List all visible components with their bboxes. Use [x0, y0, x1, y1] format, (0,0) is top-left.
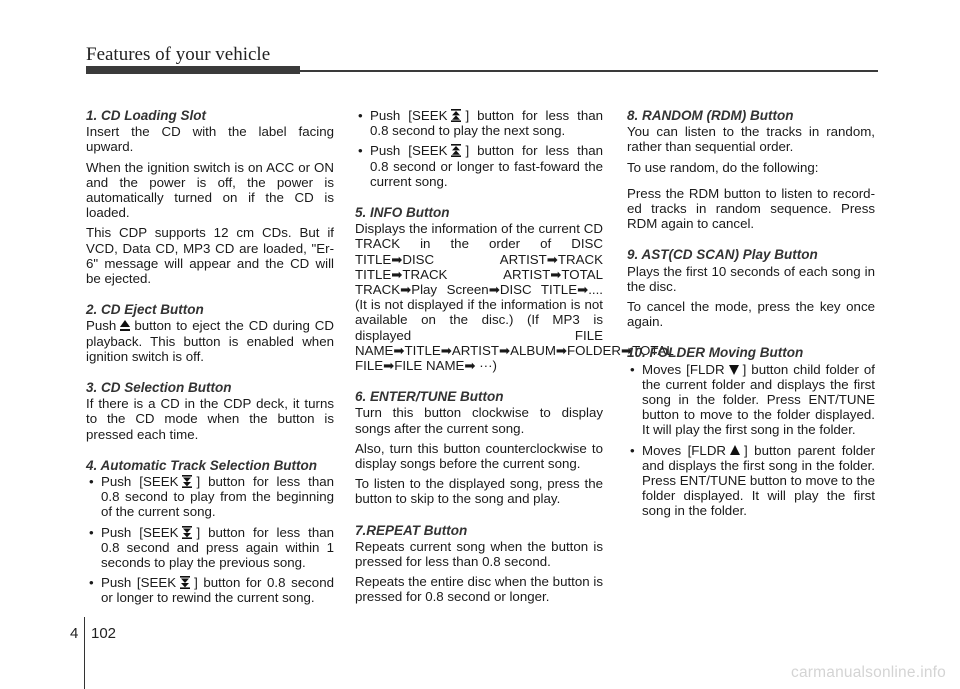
section-cd-loading-slot: [86, 108, 334, 286]
paragraph: Insert the CD with the label facing upward.: [86, 124, 334, 155]
section-title: 2. CD Eject Button: [86, 302, 204, 318]
paragraph: To use random, do the following:: [627, 159, 819, 175]
section-title: 8. RANDOM (RDM) Button: [627, 108, 794, 123]
seek-down-icon: [179, 576, 191, 589]
folder-up-icon: [729, 444, 741, 457]
list-item: [86, 575, 334, 605]
section-random-button: [627, 108, 875, 231]
text-span: ] button for 0.8 second or longer to rewind the current song.: [101, 575, 334, 606]
text-span: button to eject the CD during CD playback. This button is enabled when ignition switch is off.: [86, 318, 334, 364]
seek-up-icon: [450, 109, 462, 122]
text-span: ] button for less than 0.8 second or longer to fast-foward the current song.: [370, 143, 604, 189]
folder-down-icon: [728, 363, 740, 376]
seek-up-icon: [450, 144, 462, 157]
paragraph: This CDP supports 12 cm CDs. But if VCD, Data CD, MP3 CD are loaded, "Er-6" message will appear and the CD will be ejected.: [86, 225, 334, 287]
list-item: [627, 443, 875, 519]
paragraph: To listen to the displayed song, press the button to skip to the song and play.: [355, 476, 603, 507]
paragraph: Turn this button clockwise to display songs after the current song.: [355, 405, 603, 436]
text-span: Push [SEEK: [101, 575, 177, 591]
paragraph: When the ignition switch is on ACC or ON and the power is off, the power is automatically turned on if the CD is loaded.: [86, 159, 334, 221]
section-cd-eject-button: [86, 302, 334, 364]
text-span: Push [SEEK: [370, 143, 448, 159]
text-span: Push [SEEK: [101, 524, 179, 540]
section-title: 9. AST(CD SCAN) Play Button: [627, 247, 818, 263]
column-left: [86, 108, 334, 622]
text-span: Moves [FLDR: [642, 361, 725, 377]
page-header-title: Features of your vehicle: [86, 44, 271, 65]
section-info-button: [355, 205, 674, 374]
text-span: ] button parent folder and displays the first song in the folder. Press ENT/TUNE button to move to the folder displayed. It will play the first song in the folder.: [642, 442, 875, 519]
seek-down-icon: [181, 526, 193, 539]
paragraph: Repeats current song when the button is pressed for less than 0.8 second.: [355, 538, 603, 570]
section-title: 5. INFO Button: [355, 205, 450, 221]
section-folder-moving-button: [627, 345, 875, 518]
text-span: ] button for less than 0.8 second to play the next song.: [370, 108, 604, 139]
section-ast-play-button: [627, 247, 875, 329]
paragraph: [86, 318, 334, 364]
text-span: ] button for less than 0.8 second to play from the beginning of the current song.: [101, 474, 335, 520]
paragraph: You can listen to the tracks in random, rather than sequential order.: [627, 124, 875, 155]
eject-icon: [119, 319, 131, 332]
list-item: [355, 108, 603, 138]
list-item: [627, 362, 875, 438]
text-span: ] button child folder of the current folder and displays the first song in the folder. Press ENT/TUNE button to move to the folder displayed. It will play the first song in the folder.: [642, 361, 875, 438]
footer-divider: [84, 617, 85, 689]
section-automatic-track-selection: [86, 458, 334, 606]
section-repeat-button: [355, 523, 603, 605]
paragraph: Displays the information of the current CD TRACK in the order of DISC TITLE➡DISC ARTIST➡TRACK TITLE➡TRACK ARTIST➡TOTAL TRACK➡Play Screen➡DISC TITLE➡....(It is not displayed if the information is not available on the disc.) (If MP3 is displayed FILE NAME➡TITLE➡ARTIST➡ALBUM➡FOLDER➡TOTAL FILE➡FILE NAME➡ ···): [355, 221, 674, 374]
text-span: ] button for less than 0.8 second and press again within 1 seconds to play the previous song.: [101, 524, 335, 571]
section-automatic-track-selection-cont: [355, 108, 603, 189]
paragraph: Repeats the entire disc when the button is pressed for 0.8 second or longer.: [355, 574, 603, 605]
chapter-number: 4: [70, 625, 79, 642]
paragraph: If there is a CD in the CDP deck, it turns to the CD mode when the button is pressed each time.: [86, 396, 334, 442]
section-title: 6. ENTER/TUNE Button: [355, 389, 504, 405]
page-number: 102: [91, 625, 117, 642]
text-span: Moves [FLDR: [642, 442, 727, 458]
section-cd-selection-button: [86, 380, 334, 442]
text-span: Push: [86, 318, 117, 334]
watermark: carmanualsonline.info: [791, 664, 946, 681]
section-title: 7.REPEAT Button: [355, 522, 468, 538]
section-title: 1. CD Loading Slot: [86, 108, 206, 123]
paragraph: Plays the first 10 seconds of each song in the disc.: [627, 263, 875, 294]
column-middle: [355, 108, 674, 621]
header-rule-thin: [86, 70, 878, 72]
list-item: [86, 474, 334, 520]
paragraph: Also, turn this button counterclockwise to display songs before the current song.: [355, 440, 603, 472]
paragraph: To cancel the mode, press the key once again.: [627, 299, 875, 330]
text-span: Push [SEEK: [101, 474, 179, 490]
text-span: Push [SEEK: [370, 108, 448, 123]
section-title: 4. Automatic Track Selection Button: [86, 457, 318, 473]
section-title: 3. CD Selection Button: [86, 380, 232, 396]
column-right: [627, 108, 875, 535]
seek-down-icon: [181, 475, 193, 488]
list-item: [86, 525, 334, 571]
list-item: [355, 143, 603, 189]
section-enter-tune-button: [355, 389, 603, 506]
section-title: 10. FOLDER Moving Button: [627, 345, 804, 361]
paragraph: Press the RDM button to listen to record-ed tracks in random sequence. Press RDM again to cancel.: [627, 185, 875, 232]
